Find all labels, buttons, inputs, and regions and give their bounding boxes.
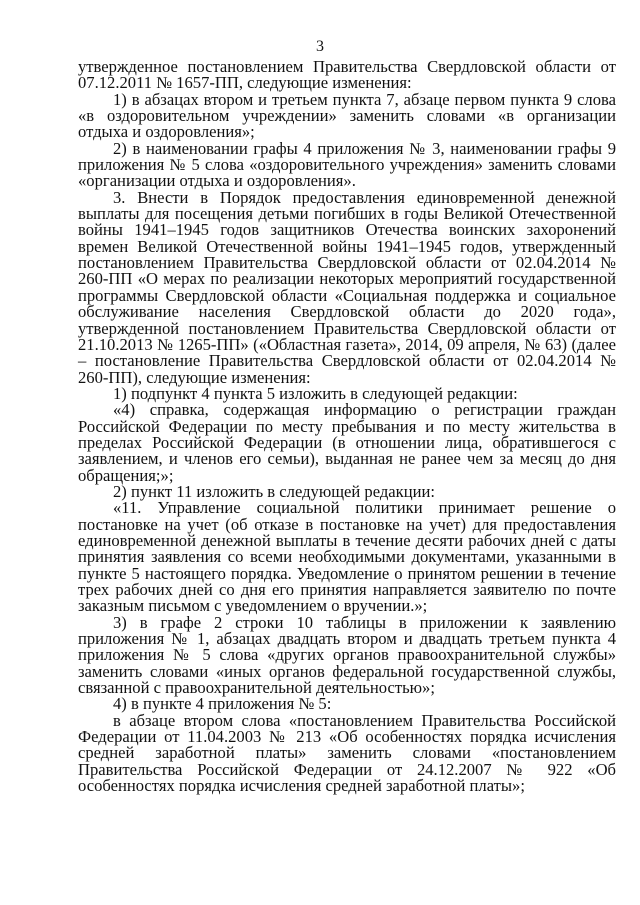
paragraph: 3) в графе 2 строки 10 таблицы в приложении к заявлению приложения № 1, абзацах двадцать втором и двадцать третьем пункта 4 приложения № 5 слова «других органов правоохранительной службы» заменить словами «иных органов федеральной государственной службы, связанной с правоохранительной деятельностью»; bbox=[78, 612, 616, 698]
paragraph: 4) в пункте 4 приложения № 5: bbox=[113, 694, 332, 714]
paragraph: 1) подпункт 4 пункта 5 изложить в следующей редакции: bbox=[113, 383, 518, 403]
paragraph: утвержденное постановлением Правительства Свердловской области от 07.12.2011 № 1657-ПП, следующие изменения: bbox=[78, 57, 616, 93]
paragraph: 2) пункт 11 изложить в следующей редакции: bbox=[113, 481, 435, 501]
paragraph: 3. Внести в Порядок предоставления единовременной денежной выплаты для посещения детьми погибших в годы Великой Отечественной войны 1941–1945 годов защитников Отечества воинских захоронений времен Великой Отечественной войны 1941–1945 годов, утвержденный постановлением Правительства Свердловской области от 02.04.2014 № 260-ПП «О мерах по реализации некоторых мероприятий государственной программы Свердловской области «Социальная поддержка и социальное обслуживание населения Свердловской области до 2020 года», утвержденной постановлением Правительства Свердловской области от 21.10.2013 № 1265-ПП» («Областная газета», 2014, 09 апреля, № 63) (далее – постановление Правительства Свердловской области от 02.04.2014 № 260-ПП), следующие изменения: bbox=[78, 187, 616, 387]
paragraph: «4) справка, содержащая информацию о регистрации граждан Российской Федерации по месту пребывания и по месту жительства в пределах Российской Федерации (в отношении лица, обратившегося с заявлением, и членов его семьи), выданная не ранее чем за месяц до дня обращения;»; bbox=[78, 400, 616, 485]
page-number: 3 bbox=[316, 38, 324, 55]
paragraph: в абзаце втором слова «постановлением Правительства Российской Федерации от 11.04.2003 № 213 «Об особенностях порядка исчисления средней заработной платы» заменить словами «постановлением Правительства Российской Федерации от 24.12.2007 № 922 «Об особенностях порядка исчисления средней заработной платы»; bbox=[78, 710, 616, 796]
paragraph: 2) в наименовании графы 4 приложения № 3, наименовании графы 9 приложения № 5 слова «оздоровительного учреждения» заменить словами «организации отдыха и оздоровления». bbox=[78, 138, 616, 191]
paragraph: «11. Управление социальной политики принимает решение о постановке на учет (об отказе в постановке на учет) для предоставления единовременной денежной выплаты в течение десяти рабочих дней с даты принятия заявления со всеми необходимыми документами, указанными в пункте 5 настоящего порядка. Уведомление о принятом решении в течение трех рабочих дней со дня его принятия направляется заявителю по почте заказным письмом с уведомлением о вручении.»; bbox=[78, 498, 616, 616]
paragraph: 1) в абзацах втором и третьем пункта 7, абзаце первом пункта 9 слова «в оздоровительном учреждении» заменить словами «в организации отдыха и оздоровления»; bbox=[78, 89, 616, 142]
document-body bbox=[78, 59, 616, 794]
